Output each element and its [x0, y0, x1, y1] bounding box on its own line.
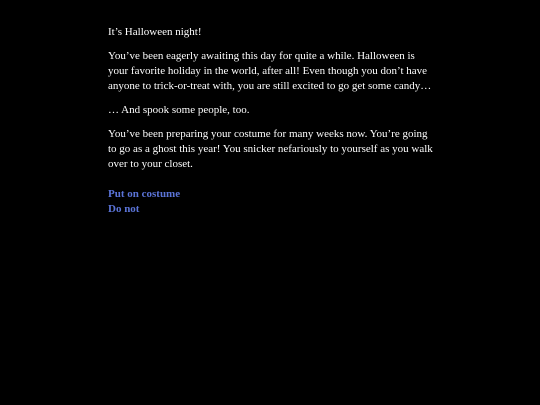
- story-paragraph: You’ve been eagerly awaiting this day for quite a while. Halloween is your favorite holiday in the world, after all! Even though you don’t have anyone to trick-or-treat with, you are still excited to go get some candy…: [108, 50, 432, 92]
- story-paragraph: You’ve been preparing your costume for many weeks now. You’re going to go as a ghost this year! You snicker nefariously to yourself as you walk over to your closet.: [108, 128, 433, 170]
- story-passage: [108, 25, 433, 217]
- choice-list: [108, 187, 433, 217]
- choice-put-on-costume[interactable]: Put on costume: [108, 188, 181, 200]
- story-paragraph: … And spook some people, too.: [108, 104, 250, 116]
- choice-do-not[interactable]: Do not: [108, 203, 140, 215]
- story-paragraph: It’s Halloween night!: [108, 26, 202, 38]
